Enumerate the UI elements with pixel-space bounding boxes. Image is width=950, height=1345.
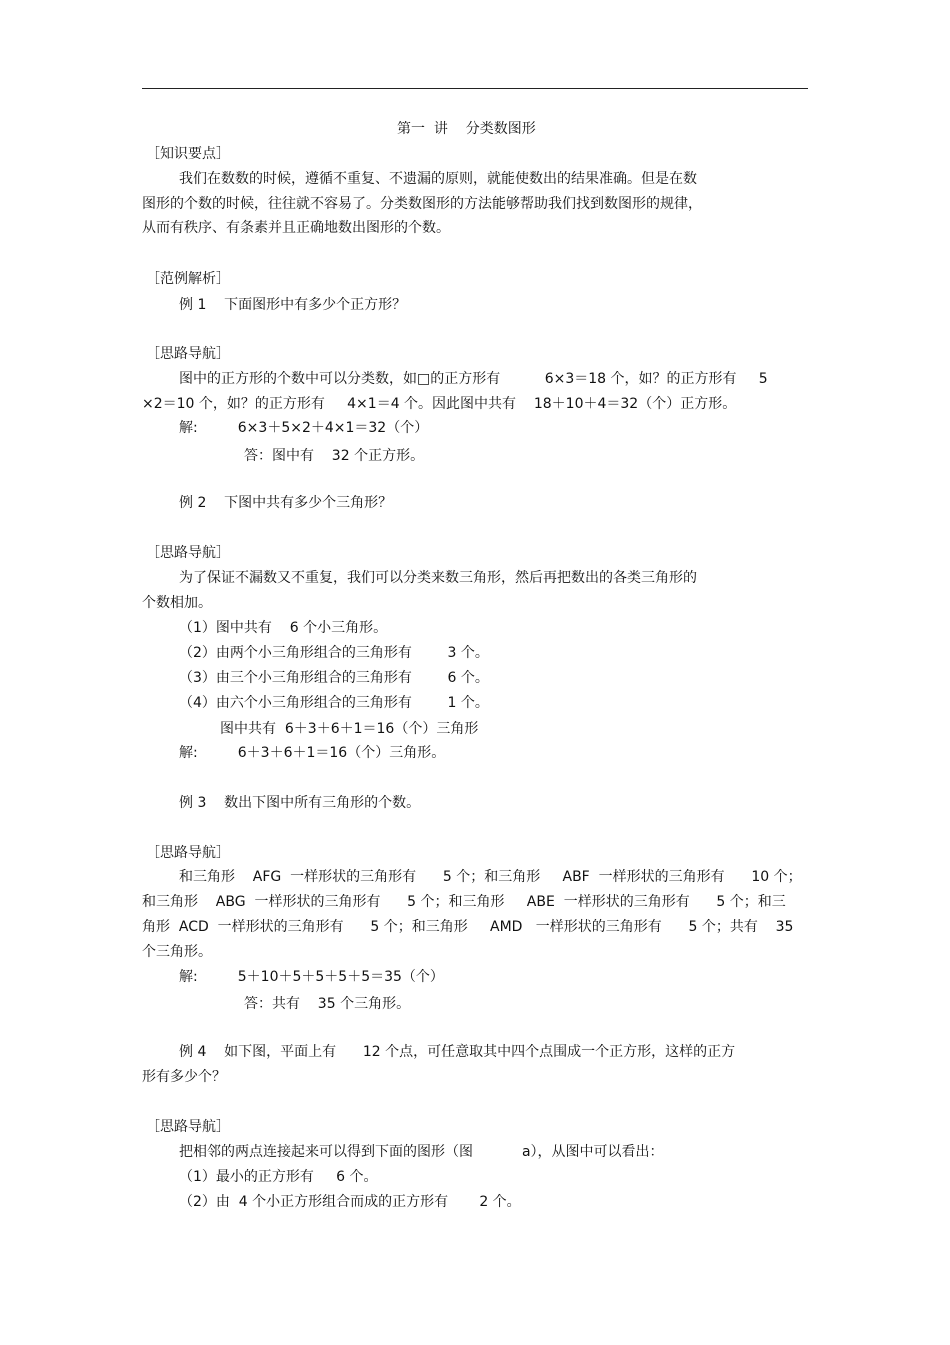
solution-line: 解: 5＋10＋5＋5＋5＋5＝35（个） — [179, 969, 444, 985]
paragraph-line: 和三角形 ABG 一样形状的三角形有 5 个；和三角形 ABE 一样形状的三角形有 5 个；和三 — [142, 894, 786, 910]
solution-line: 解: 6＋3＋6＋1＝16（个）三角形。 — [179, 745, 446, 761]
page-title: 第一 讲 分类数图形 — [397, 121, 536, 137]
section-heading-approach: ［思路导航］ — [146, 845, 230, 861]
section-heading-approach: ［思路导航］ — [146, 346, 230, 362]
paragraph-line: 和三角形 AFG 一样形状的三角形有 5 个；和三角形 ABF 一样形状的三角形有 10 个； — [179, 869, 802, 885]
answer-line: 答：图中有 32 个正方形。 — [244, 448, 425, 464]
summary-line: 图中共有 6＋3＋6＋1＝16（个）三角形 — [220, 721, 479, 737]
list-item: （1）最小的正方形有 6 个。 — [179, 1169, 378, 1185]
paragraph-line: 个三角形。 — [142, 944, 212, 960]
example-2-question: 例 2 下图中共有多少个三角形？ — [179, 495, 393, 511]
list-item: （3）由三个小三角形组合的三角形有 6 个。 — [179, 670, 489, 686]
example-3-question: 例 3 数出下图中所有三角形的个数。 — [179, 795, 421, 811]
paragraph-line: 为了保证不漏数又不重复，我们可以分类来数三角形，然后再把数出的各类三角形的 — [179, 570, 697, 586]
answer-line: 答：共有 35 个三角形。 — [244, 996, 411, 1012]
paragraph-line: 图形的个数的时候，往往就不容易了。分类数图形的方法能够帮助我们找到数图形的规律， — [142, 196, 702, 212]
list-item: （2）由两个小三角形组合的三角形有 3 个。 — [179, 645, 489, 661]
list-item: （4）由六个小三角形组合的三角形有 1 个。 — [179, 695, 489, 711]
solution-line: 解: 6×3＋5×2＋4×1＝32（个） — [179, 420, 429, 436]
paragraph-line: 从而有秩序、有条素并且正确地数出图形的个数。 — [142, 220, 450, 236]
section-heading-knowledge: ［知识要点］ — [146, 146, 230, 162]
example-4-question: 例 4 如下图，平面上有 12 个点，可任意取其中四个点围成一个正方形，这样的正方 — [179, 1044, 736, 1060]
paragraph-line: 角形 ACD 一样形状的三角形有 5 个；和三角形 AMD 一样形状的三角形有 5 个；共有 35 — [142, 919, 794, 935]
paragraph-line: 个数相加。 — [142, 595, 212, 611]
paragraph-line: ×2＝10 个，如？的正方形有 4×1＝4 个。因此图中共有 18＋10＋4＝32（个）正方形。 — [142, 396, 737, 412]
list-item: （1）图中共有 6 个小三角形。 — [179, 620, 388, 636]
paragraph-line: 形有多少个？ — [142, 1069, 226, 1085]
section-heading-approach: ［思路导航］ — [146, 545, 230, 561]
header-rule — [142, 88, 808, 89]
section-heading-approach: ［思路导航］ — [146, 1119, 230, 1135]
section-heading-examples: ［范例解析］ — [146, 271, 230, 287]
paragraph-line: 我们在数数的时候，遵循不重复、不遗漏的原则，就能使数出的结果准确。但是在数 — [179, 171, 697, 187]
paragraph-line: 把相邻的两点连接起来可以得到下面的图形（图 a），从图中可以看出： — [179, 1144, 664, 1160]
paragraph-line: 图中的正方形的个数中可以分类数，如□的正方形有 6×3＝18 个，如？的正方形有 5 — [179, 371, 768, 387]
example-1-question: 例 1 下面图形中有多少个正方形？ — [179, 297, 407, 313]
list-item: （2）由 4 个小正方形组合而成的正方形有 2 个。 — [179, 1194, 521, 1210]
